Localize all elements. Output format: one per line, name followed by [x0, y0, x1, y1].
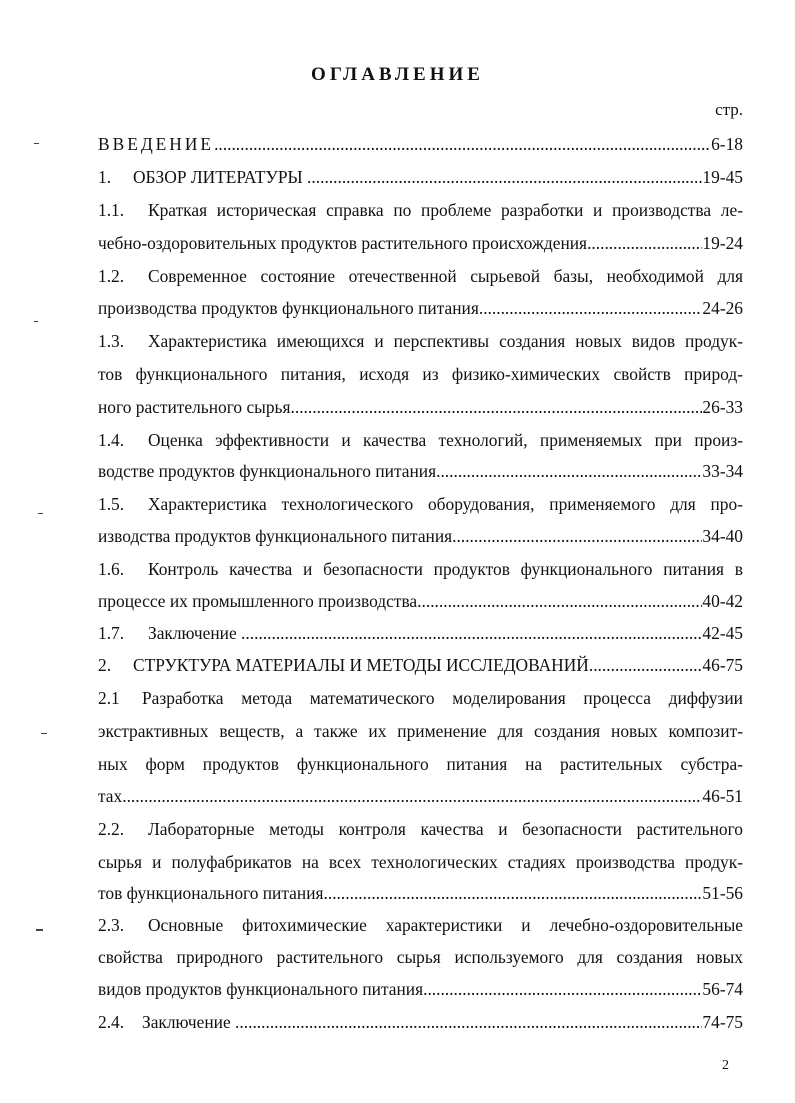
toc-line: Контроль качества и безопасности продуктов функционального питания в	[148, 559, 743, 579]
toc-entry-intro[interactable]	[98, 133, 743, 155]
toc-line: ного растительного сырья	[98, 397, 291, 417]
scan-mark	[36, 929, 43, 931]
page-title: ОГЛАВЛЕНИЕ	[311, 64, 484, 85]
toc-entry-1-2-cont[interactable]	[98, 297, 743, 319]
toc-number: 1.7.	[98, 623, 125, 643]
page-column-label: стр.	[715, 100, 743, 119]
toc-entry-1-5[interactable]	[98, 493, 743, 515]
toc-entry-1-3-end[interactable]	[98, 396, 743, 418]
toc-entry-1-3[interactable]	[98, 330, 743, 352]
toc-entry-1-6[interactable]	[98, 558, 743, 580]
toc-entry-1-5-cont[interactable]	[98, 525, 743, 547]
toc-pages: 46-51	[702, 786, 743, 806]
toc-number: 2.2.	[98, 819, 125, 839]
toc-line: чебно-оздоровительных продуктов растительного происхождения	[98, 233, 588, 253]
toc-label: СТРУКТУРА МАТЕРИАЛЫ И МЕТОДЫ ИССЛЕДОВАНИЙ	[133, 655, 589, 675]
toc-number: 1.5.	[98, 494, 125, 514]
toc-entry-2-2-end[interactable]	[98, 882, 743, 904]
toc-line: тов функционального питания, исходя из физико-химических свойств природ-	[98, 364, 743, 384]
toc-pages: 34-40	[702, 526, 743, 546]
toc-pages: 74-75	[702, 1012, 743, 1032]
toc-entry-1-4[interactable]	[98, 429, 743, 451]
toc-number: 2.4.	[98, 1012, 125, 1032]
toc-number: 2.1	[98, 688, 120, 708]
toc-entry-2-2-cont	[98, 851, 743, 873]
scan-mark	[41, 733, 47, 734]
toc-entry-1-7[interactable]	[98, 622, 743, 644]
toc-pages: 19-45	[702, 167, 743, 187]
toc-entry-1-1[interactable]	[98, 199, 743, 221]
toc-line: процессе их промышленного производства	[98, 591, 418, 611]
toc-number: 1.	[98, 167, 112, 187]
toc-pages: 26-33	[702, 397, 743, 417]
toc-pages: 56-74	[702, 979, 743, 999]
toc-line: видов продуктов функционального питания	[98, 979, 424, 999]
page-number: 2	[722, 1058, 729, 1073]
toc-pages: 6-18	[711, 134, 743, 154]
toc-entry-1-2[interactable]	[98, 265, 743, 287]
toc-entry-1-3-cont	[98, 363, 743, 385]
toc-line: водстве продуктов функционального питания	[98, 461, 437, 481]
toc-entry-1-4-cont[interactable]	[98, 460, 743, 482]
toc-line: тов функционального питания	[98, 883, 324, 903]
toc-pages: 42-45	[702, 623, 743, 643]
toc-entry-2-1[interactable]	[98, 687, 743, 709]
toc-line: экстрактивных веществ, а также их применение для создания новых композит-	[98, 721, 743, 741]
toc-line: Лабораторные методы контроля качества и безопасности растительного	[148, 819, 743, 839]
toc-entry-2-3-end[interactable]	[98, 978, 743, 1000]
toc-entry-2-1-end[interactable]	[98, 785, 743, 807]
toc-line: тах	[98, 786, 123, 806]
toc-entry-1[interactable]	[98, 166, 743, 188]
toc-entry-2-3[interactable]	[98, 914, 743, 936]
toc-line: Оценка эффективности и качества технологий, применяемых при произ-	[148, 430, 743, 450]
toc-pages: 19-24	[702, 233, 743, 253]
toc-number: 1.2.	[98, 266, 125, 286]
toc-pages: 51-56	[702, 883, 743, 903]
toc-label: ОБЗОР ЛИТЕРАТУРЫ	[133, 167, 303, 187]
toc-entry-1-6-cont[interactable]	[98, 590, 743, 612]
toc-entry-1-1-cont[interactable]	[98, 232, 743, 254]
toc-label: Заключение	[148, 623, 237, 643]
toc-line: свойства природного растительного сырья используемого для создания новых	[98, 947, 743, 967]
scan-mark	[34, 143, 39, 144]
toc-entry-2-3-cont	[98, 946, 743, 968]
toc-number: 1.1.	[98, 200, 125, 220]
toc-number: 2.3.	[98, 915, 125, 935]
toc-line: сырья и полуфабрикатов на всех технологических стадиях производства продук-	[98, 852, 743, 872]
toc-entry-2-4[interactable]	[98, 1011, 743, 1033]
toc-number: 2.	[98, 655, 112, 675]
toc-line: производства продуктов функционального питания	[98, 298, 479, 318]
toc-line: ных форм продуктов функционального питания на растительных субстра-	[98, 754, 743, 774]
toc-entry-2-1-cont2	[98, 753, 743, 775]
toc-line: Основные фитохимические характеристики и лечебно-оздоровительные	[148, 915, 743, 935]
toc-line: Современное состояние отечественной сырьевой базы, необходимой для	[148, 266, 743, 286]
scan-mark	[38, 513, 43, 514]
toc-entry-2-1-cont	[98, 720, 743, 742]
toc-line: Характеристика технологического оборудования, применяемого для про-	[148, 494, 743, 514]
toc-line: Краткая историческая справка по проблеме разработки и производства ле-	[148, 200, 743, 220]
toc-number: 1.4.	[98, 430, 125, 450]
toc-entry-2-2[interactable]	[98, 818, 743, 840]
toc-line: Характеристика имеющихся и перспективы создания новых видов продук-	[148, 331, 743, 351]
toc-entry-2[interactable]	[98, 654, 743, 676]
toc-number: 1.6.	[98, 559, 125, 579]
toc-number: 1.3.	[98, 331, 125, 351]
toc-line: изводства продуктов функционального питания	[98, 526, 453, 546]
toc-label: Заключение	[142, 1012, 231, 1032]
toc-pages: 33-34	[702, 461, 743, 481]
toc-pages: 46-75	[702, 655, 743, 675]
toc-line: Разработка метода математического моделирования процесса диффузии	[142, 688, 743, 708]
toc-pages: 24-26	[702, 298, 743, 318]
scan-mark	[34, 321, 38, 322]
toc-pages: 40-42	[702, 591, 743, 611]
toc-label: ВВЕДЕНИЕ	[98, 134, 215, 154]
